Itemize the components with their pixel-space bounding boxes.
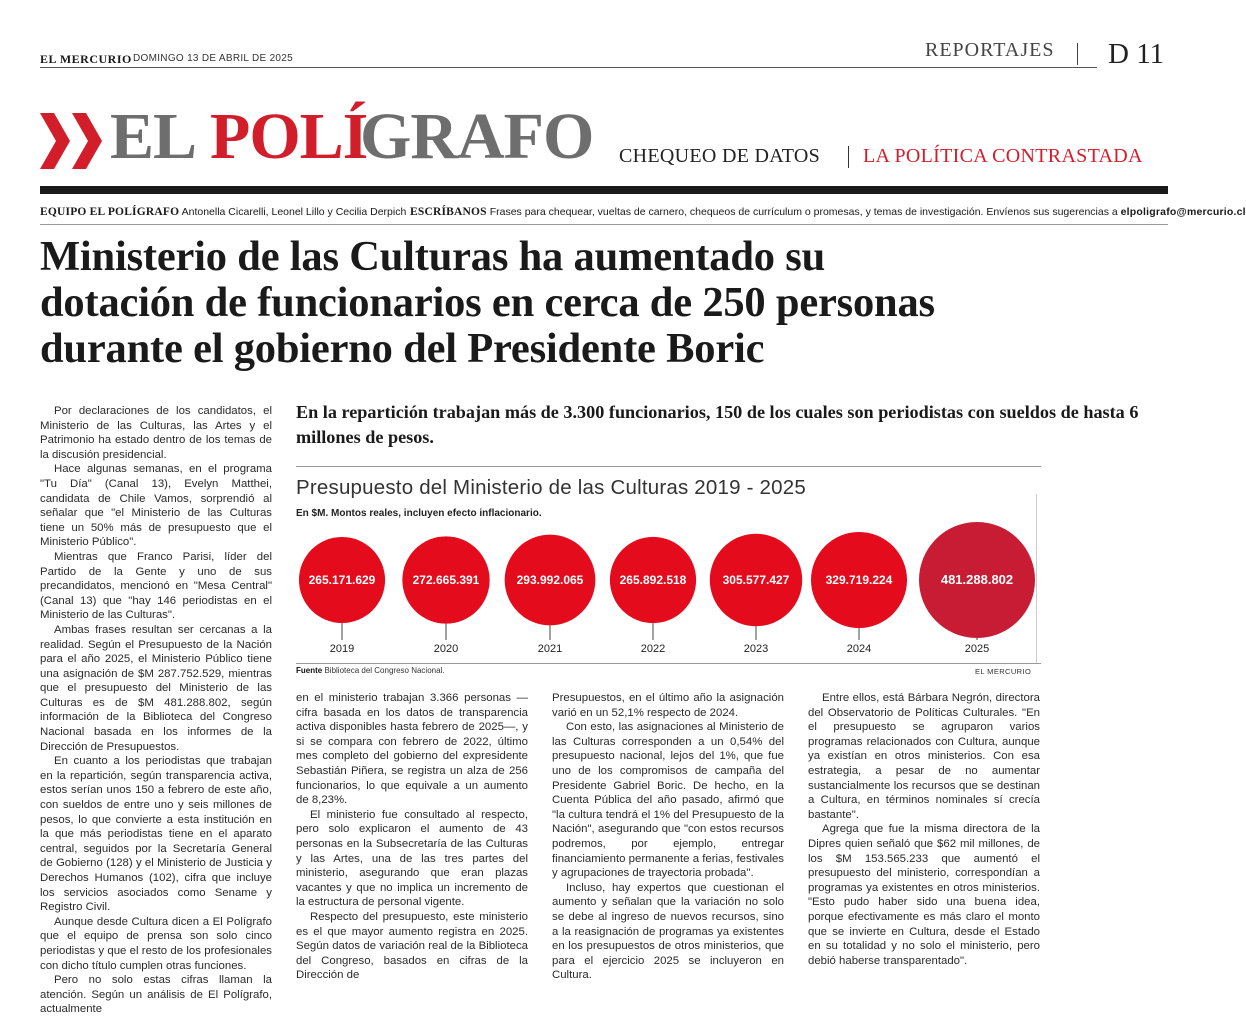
paragraph: Entre ellos, está Bárbara Negrón, directora del Observatorio de Políticas Culturales. "En el presupuesto se agruparon varios programas relacionados con Cultura, aunque ya existían en otros ministerios. Con esa estrategia, a pesar de no aumentar sustancialmente los recursos que se destinan a Cultura, en términos nominales sí crecía bastante". bbox=[808, 692, 1040, 821]
paragraph: Por declaraciones de los candidatos, el Ministerio de las Culturas, las Artes y el Patrimonio ha estado dentro de los temas de la discusión presidencial. bbox=[40, 405, 272, 461]
team-credits bbox=[40, 206, 406, 218]
paragraph: Presupuestos, en el último año la asignación varió en un 52,1% respecto de 2024. bbox=[552, 692, 784, 719]
chart-source bbox=[296, 666, 445, 675]
paragraph: El ministerio fue consultado al respecto, pero solo explicaron el aumento de 43 personas en la Subsecretaría de las Culturas y las Artes, una de las tres partes del ministerio, asegurando que eran plazas vacantes y que no implica un incremento de la estructura de personal vigente. bbox=[296, 808, 528, 909]
year-label: 2022 bbox=[640, 643, 666, 655]
contact-email: elpoligrafo@mercurio.cl bbox=[1120, 206, 1246, 218]
year-label: 2024 bbox=[846, 643, 872, 655]
year-label: 2021 bbox=[537, 643, 563, 655]
bubble-value-label: 293.992.065 bbox=[516, 573, 584, 587]
headline-line: Ministerio de las Culturas ha aumentado su bbox=[40, 233, 826, 280]
chart-title: Presupuesto del Ministerio de las Culturas 2019 - 2025 bbox=[296, 476, 806, 499]
year-label: 2019 bbox=[329, 643, 355, 655]
brand-word-red: POLÍ bbox=[210, 100, 368, 173]
bubble-value-label: 329.719.224 bbox=[825, 573, 893, 587]
bubble-value-label: 305.577.427 bbox=[722, 573, 790, 587]
contact-text: Frases para chequear, vueltas de carnero, chequeos de currículum o promesas, y temas de investigación. Envíenos sus sugerencias a bbox=[489, 206, 1118, 218]
brand-tagline-left: CHEQUEO DE DATOS bbox=[619, 145, 821, 167]
page-number: D 11 bbox=[1108, 38, 1165, 70]
paragraph: Mientras que Franco Parisi, líder del Partido de la Gente y uno de sus precandidatos, mencionó en "Mesa Central" (Canal 13) que "hay 146 periodistas en el Ministerio de las Culturas". bbox=[40, 550, 272, 622]
double-chevron-icon bbox=[40, 113, 106, 169]
brand-tagline-right: LA POLÍTICA CONTRASTADA bbox=[863, 145, 1143, 167]
contact-label: ESCRÍBANOS bbox=[410, 206, 487, 218]
paragraph: Aunque desde Cultura dicen a El Polígrafo que el equipo de prensa son solo cinco periodistas y que el resto de los profesionales con dicho título cumplen otras funciones. bbox=[40, 915, 272, 972]
paragraph: Agrega que fue la misma directora de la Dipres quien señaló que $62 mil millones, de los $M 153.565.233 que aumentó el presupuesto del ministerio, correspondían a programas ya existentes en otros ministerios. "Esto pudo haber sido una buena idea, porque efectivamente es más claro el monto que se invierte en Cultura, desde el Estado en su totalidad y no solo el ministerio, pero debió haberse transparentado". bbox=[808, 823, 1040, 967]
paragraph: En cuanto a los periodistas que trabajan en la repartición, según transparencia activa, estos serían unos 150 a febrero de este año, con sueldos de entre uno y seis millones de pesos, lo que convierte a esta institución en la que más periodistas tiene en el aparato central, seguidos por la Secretaría General de Gobierno (128) y el Ministerio de Justicia y Derechos Humanos (102), cifra que incluye los servicios asociados como Sename y Registro Civil. bbox=[40, 755, 272, 914]
masthead-rule bbox=[40, 67, 1097, 68]
issue-date: DOMINGO 13 DE ABRIL DE 2025 bbox=[133, 53, 294, 64]
article-column-2 bbox=[296, 691, 528, 983]
year-label: 2025 bbox=[964, 643, 990, 655]
brand-word-grey: GRAFO bbox=[360, 100, 594, 173]
paragraph: Ambas frases resultan ser cercanas a la realidad. Según el Presupuesto de la Nación para el año 2025, el Ministerio Público tiene una asignación de $M 287.752.529, mientras que el presupuesto del Ministerio de las Culturas es de $M 481.288.802, según información de la Biblioteca del Congreso Nacional basada en los informes de la Dirección de Presupuestos. bbox=[40, 623, 272, 753]
bubble-value-label: 481.288.802 bbox=[940, 572, 1014, 587]
headline-line: dotación de funcionarios en cerca de 250 personas bbox=[40, 279, 935, 326]
paragraph: Respecto del presupuesto, este ministerio es el que mayor aumento registra en 2025. Según datos de variación real de la Biblioteca del Congreso, basados en cifras de la Dirección de bbox=[296, 910, 528, 982]
year-label: 2023 bbox=[743, 643, 769, 655]
paragraph: en el ministerio trabajan 3.366 personas —cifra basada en los datos de transparencia activa disponibles hasta febrero de 2025—, y si se compara con febrero de 2022, último mes completo del gobierno del expresidente Sebastián Piñera, se registra un alza de 256 funcionarios, lo que equivale a un aumento de 8,23%. bbox=[296, 692, 528, 807]
article-column-3 bbox=[552, 691, 784, 983]
year-label: 2020 bbox=[433, 643, 459, 655]
headline-line: durante el gobierno del Presidente Boric bbox=[40, 325, 765, 372]
brand-rule bbox=[40, 186, 1168, 194]
section-name: REPORTAJES bbox=[925, 39, 1055, 61]
team-label: EQUIPO EL POLÍGRAFO bbox=[40, 206, 180, 218]
newspaper-name: EL MERCURIO bbox=[40, 52, 132, 66]
article-column-1 bbox=[40, 404, 272, 1017]
source-label: Fuente bbox=[296, 666, 323, 675]
paragraph: Incluso, hay expertos que cuestionan el aumento y señalan que la variación no solo se debe al ingreso de nuevos recursos, sino a la reasignación de programas ya existentes en los presupuestos de otros ministerios, que para el ejercicio 2025 se incluyeron en Cultura. bbox=[552, 881, 784, 982]
source-text: Biblioteca del Congreso Nacional. bbox=[324, 666, 445, 675]
tagline-separator bbox=[848, 146, 849, 168]
paragraph: Con esto, las asignaciones al Ministerio de las Culturas corresponden a un 0,54% del presupuesto nacional, lejos del 1%, que fue uno de los compromisos de campaña del Presidente Gabriel Boric. De hecho, en la Cuenta Pública del año pasado, afirmó que "la cultura tendrá el 1% del Presupuesto de la Nación", asegurando que "con estos recursos podremos, por ejemplo, entregar financiamiento permanente a ferias, festivales y agrupaciones de trayectoria probada". bbox=[552, 721, 784, 880]
paragraph: Pero no solo estas cifras llaman la atención. Según un análisis de El Polígrafo, actualmente bbox=[40, 974, 272, 1016]
paragraph: Hace algunas semanas, en el programa "Tu Día" (Canal 13), Evelyn Matthei, candidata de Chile Vamos, sorprendió al señalar que "el Ministerio de las Culturas tiene un 50% más de presupuesto que el Ministerio Público". bbox=[40, 463, 272, 549]
brand-word-el: EL bbox=[110, 100, 197, 173]
chart-credit: EL MERCURIO bbox=[975, 667, 1032, 676]
contact-line bbox=[410, 206, 1246, 218]
lead-paragraph: En la repartición trabajan más de 3.300 funcionarios, 150 de los cuales son periodistas con sueldos de hasta 6 millones de pesos. bbox=[296, 402, 1139, 447]
headline bbox=[40, 234, 1170, 372]
bubble-value-label: 265.171.629 bbox=[308, 573, 376, 587]
chart-subtitle: En $M. Montos reales, incluyen efecto inflacionario. bbox=[296, 508, 542, 519]
masthead-separator bbox=[1077, 43, 1078, 65]
infographic-bottom-rule bbox=[296, 663, 1041, 664]
article-column-4 bbox=[808, 691, 1040, 968]
bubble-value-label: 265.892.518 bbox=[619, 573, 687, 587]
credits-rule bbox=[40, 224, 1168, 225]
team-names: Antonella Cicarelli, Leonel Lillo y Cecilia Derpich bbox=[181, 206, 407, 218]
budget-bubble-chart bbox=[290, 515, 1040, 665]
infographic-top-rule bbox=[296, 466, 1041, 467]
bubble-value-label: 272.665.391 bbox=[412, 573, 480, 587]
